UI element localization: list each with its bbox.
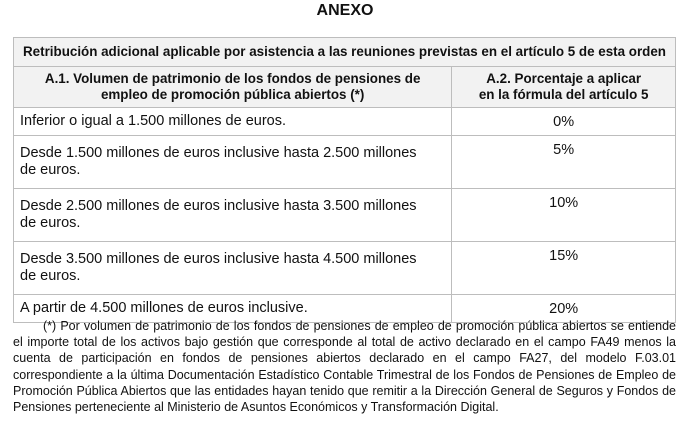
volume-text: Desde 3.500 millones de euros inclusive hasta 4.500 millones de euros. — [20, 251, 417, 284]
volume-cell — [14, 136, 452, 189]
table-row — [14, 242, 676, 295]
percent-cell: 15% — [452, 242, 676, 295]
table-main-header-row — [14, 38, 676, 67]
table-row — [14, 189, 676, 242]
volume-text: A partir de 4.500 millones de euros inclusive. — [20, 300, 308, 316]
volume-text: Inferior o igual a 1.500 millones de euros. — [20, 113, 286, 129]
footnote-text: (*) Por volumen de patrimonio de los fondos de pensiones de empleo de promoción pública abiertos se entiende el importe total de los activos bajo gestión que corresponde al total de activo declarado en el campo FA49 menos la cuenta de participación en fondos de pensiones abiertos declarado en el campo FA27, del modelo F.03.01 correspondiente a la última Documentación Estadístico Contable Trimestral de los Fondos de Pensiones de Empleo de Promoción Pública Abiertos que las entidades hayan tenido que remitir a la Dirección General de Seguros y Fondos de Pensiones perteneciente al Ministerio de Asuntos Económicos y Transformación Digital. — [13, 319, 676, 415]
footnote — [13, 318, 676, 415]
annex-table — [13, 37, 676, 323]
column-header-percent-line1: A.2. Porcentaje a aplicar — [486, 71, 642, 86]
percent-cell: 0% — [452, 108, 676, 136]
column-header-percent — [452, 67, 676, 108]
document-title: ANEXO — [316, 2, 374, 19]
table-row — [14, 108, 676, 136]
volume-cell — [14, 242, 452, 295]
volume-text: Desde 1.500 millones de euros inclusive hasta 2.500 millones de euros. — [20, 145, 417, 178]
percent-cell: 20% — [452, 295, 676, 323]
volume-cell — [14, 108, 452, 136]
percent-cell: 10% — [452, 189, 676, 242]
column-header-volume — [14, 67, 452, 108]
column-header-percent-line2: en la fórmula del artículo 5 — [478, 87, 649, 102]
percent-cell: 5% — [452, 136, 676, 189]
volume-text: Desde 2.500 millones de euros inclusive hasta 3.500 millones de euros. — [20, 198, 417, 231]
table-column-header-row — [14, 67, 676, 108]
table-row — [14, 136, 676, 189]
table-main-header: Retribución adicional aplicable por asistencia a las reuniones previstas en el artículo 5 de esta orden — [14, 38, 676, 67]
volume-cell — [14, 189, 452, 242]
column-header-volume-text: A.1. Volumen de patrimonio de los fondos de pensiones de empleo de promoción pública abiertos (*) — [44, 71, 421, 102]
